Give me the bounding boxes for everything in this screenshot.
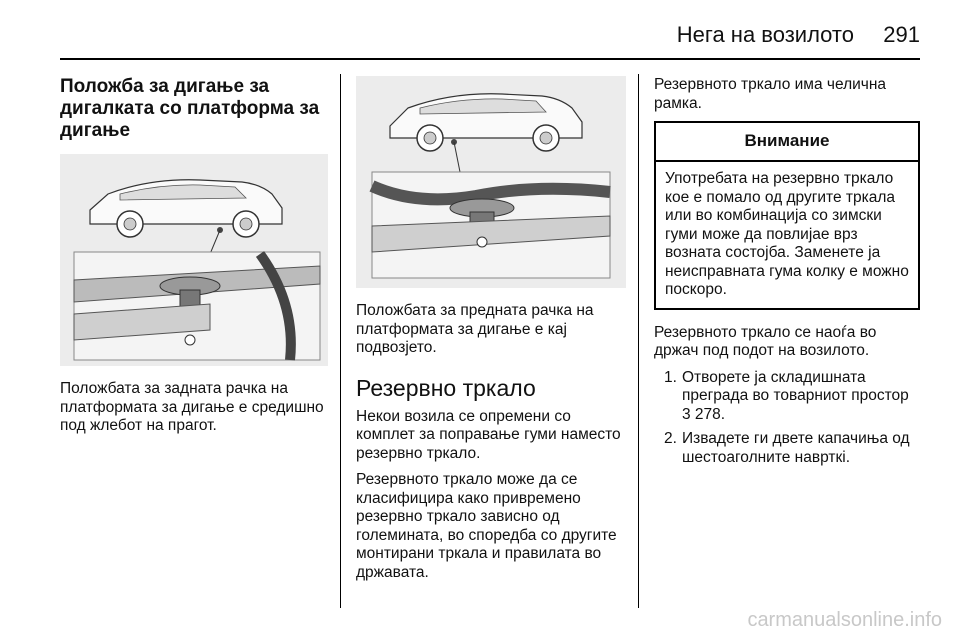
header-title: Нега на возилото (676, 22, 854, 47)
column-divider-2 (638, 74, 639, 608)
column-2 (356, 76, 626, 590)
subsection-heading: Положба за дигање за дигалката со платформа за дигање (60, 76, 320, 141)
figure-caption: Положбата за предната рачка на платформата за дигање е кај подвозјето. (356, 302, 594, 356)
page-reference-link[interactable]: 3 278. (682, 405, 726, 423)
step-text: Отворете ја складишната преграда во товарниот простор (682, 368, 909, 404)
figure-caption: Положбата за задната рачка на платформата за дигање е средишно под жлебот на прагот. (60, 380, 324, 434)
step-text: Извадете ги двете капачиња од шестоаголните наврткi. (682, 430, 910, 466)
paragraph: Резервното тркало се наоѓа во држач под подот на возилото. (654, 323, 877, 359)
column-divider-1 (340, 74, 341, 608)
step-number: 2. (664, 430, 677, 447)
warning-text: Употребата на резервно тркало кое е помало од другите тркала или во комбинација со зимски гуми може да повлијае врз возната состојба. Заменете ја неисправната гума колку е можно поскоро. (665, 170, 909, 298)
rear-lift-illustration (60, 154, 328, 366)
page-number: 291 (883, 22, 920, 47)
list-item (654, 430, 920, 467)
paragraph: Некои возила се опремени со комплет за поправање гуми наместо резервно тркало. (356, 407, 621, 462)
rear-lift-point-figure (60, 154, 328, 366)
step-number: 1. (664, 368, 677, 386)
steps-list (654, 369, 920, 468)
page-header (0, 0, 960, 62)
warning-title: Внимание (656, 123, 918, 162)
front-lift-illustration (356, 76, 626, 288)
header-rule (60, 58, 920, 60)
front-lift-point-figure (356, 76, 626, 288)
paragraph: Резервното тркало може да се класифицира како привремено резервно тркало зависно од големината, во споредба со другите монтирани тркала и правилата во државата. (356, 471, 617, 581)
section-title: Резервно тркало (356, 374, 536, 401)
list-item (654, 369, 920, 425)
column-3 (654, 76, 920, 473)
column-1 (60, 76, 328, 444)
watermark: carmanualsonline.info (747, 609, 942, 631)
warning-box (654, 121, 920, 310)
paragraph: Резервното тркало има челична рамка. (654, 76, 887, 112)
